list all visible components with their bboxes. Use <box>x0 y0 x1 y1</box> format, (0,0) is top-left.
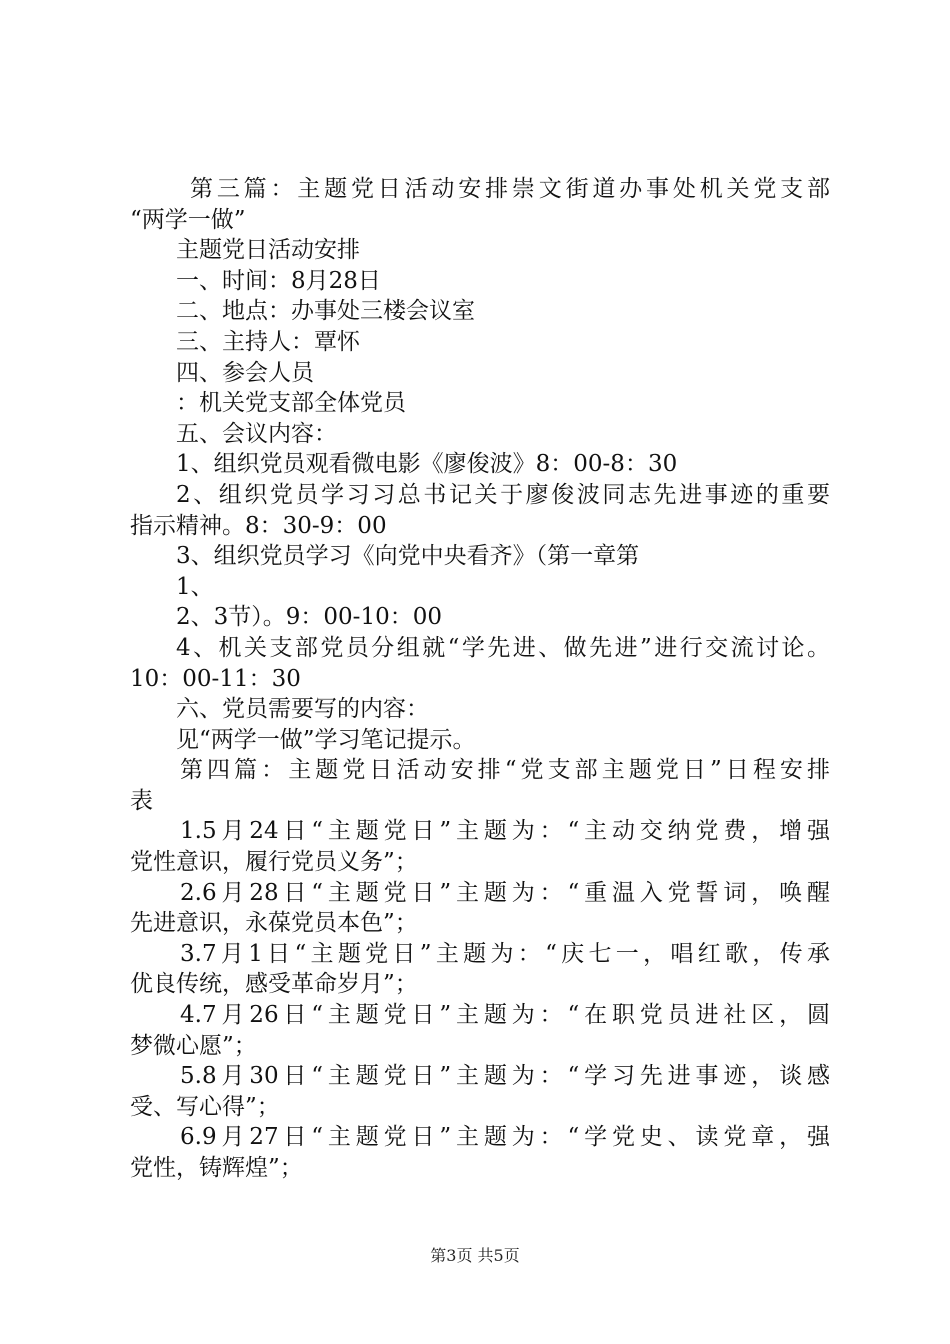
text-line: 四、参会人员 <box>176 359 314 386</box>
section-four-heading-cont: 表 <box>130 787 153 814</box>
text-line: ：机关党支部全体党员 <box>176 390 406 417</box>
text-line: 4、机关支部党员分组就“学先进、做先进”进行交流讨论。 <box>176 634 830 661</box>
schedule-item: 2.6月28日“主题党日”主题为：“重温入党誓词，唤醒 <box>180 879 830 906</box>
text-line: 主题党日活动安排 <box>176 237 360 264</box>
schedule-item-cont: 优良传统，感受革命岁月”； <box>130 971 418 998</box>
schedule-item: 1.5月24日“主题党日”主题为：“主动交纳党费，增强 <box>180 818 830 845</box>
text-line: 五、会议内容： <box>176 420 337 447</box>
schedule-item-cont: 受、写心得”； <box>130 1093 280 1120</box>
schedule-item-cont: 党性意识，履行党员义务”； <box>130 849 418 876</box>
text-line: 一、时间：8月28日 <box>176 267 381 294</box>
section-three-heading-cont: “两学一做” <box>130 206 246 233</box>
text-line: 1、 <box>176 573 214 600</box>
schedule-item-cont: 党性，铸辉煌”； <box>130 1155 303 1181</box>
text-line: 六、党员需要写的内容： <box>176 696 429 723</box>
schedule-item: 6.9月27日“主题党日”主题为：“学党史、读党章，强 <box>180 1124 830 1151</box>
schedule-item: 3.7月1日“主题党日”主题为：“庆七一，唱红歌，传承 <box>180 940 830 967</box>
section-three-heading: 第三篇：主题党日活动安排崇文街道办事处机关党支部 <box>190 176 830 202</box>
text-line: 10：00-11：30 <box>130 665 301 692</box>
schedule-item: 5.8月30日“主题党日”主题为：“学习先进事迹，谈感 <box>180 1063 830 1090</box>
text-line: 见“两学一做”学习笔记提示。 <box>176 726 476 753</box>
page-footer: 第3页 共5页 <box>430 1246 520 1265</box>
text-line: 3、组织党员学习《向党中央看齐》（第一章第 <box>176 543 640 570</box>
text-line: 三、主持人：覃怀 <box>176 328 360 355</box>
section-four-heading: 第四篇：主题党日活动安排“党支部主题党日”日程安排 <box>180 757 830 784</box>
text-line: 二、地点：办事处三楼会议室 <box>176 298 475 325</box>
document-body <box>130 174 830 1184</box>
text-line: 2、组织党员学习习总书记关于廖俊波同志先进事迹的重要 <box>176 481 830 508</box>
schedule-item: 4.7月26日“主题党日”主题为：“在职党员进社区，圆 <box>180 1002 830 1029</box>
schedule-item-cont: 先进意识，永葆党员本色”； <box>130 910 418 937</box>
text-line: 2、3节）。9：00-10：00 <box>176 604 442 631</box>
text-line: 指示精神。8：30-9：00 <box>130 512 387 539</box>
text-line: 1、组织党员观看微电影《廖俊波》8：00-8：30 <box>176 451 678 478</box>
schedule-item-cont: 梦微心愿”； <box>130 1032 257 1059</box>
